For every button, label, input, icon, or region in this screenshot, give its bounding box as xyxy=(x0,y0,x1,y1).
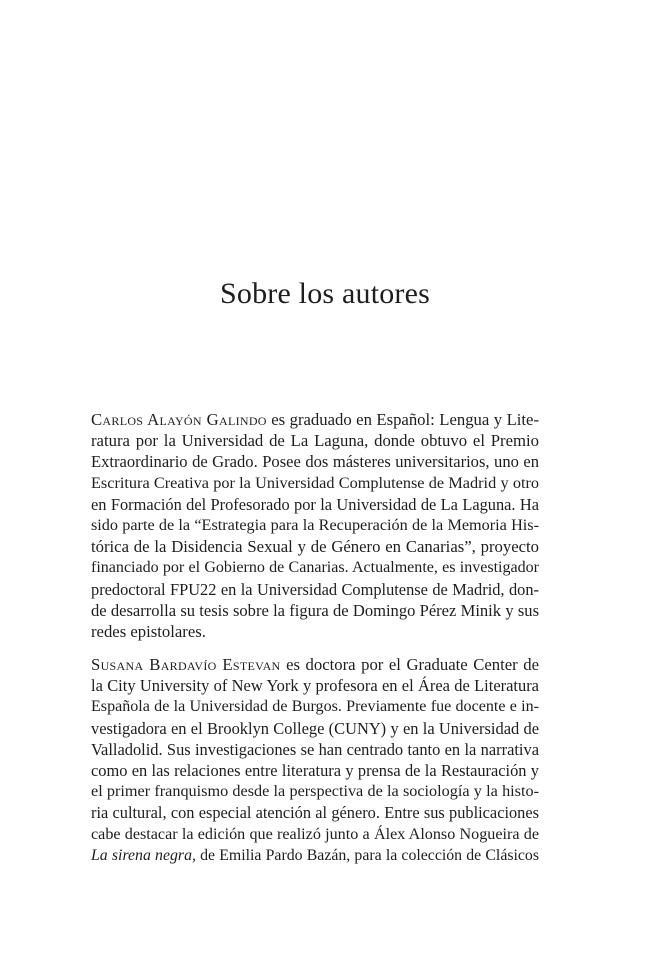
bio-line: ratura por la Universidad de La Laguna, donde obtuvo el Premio xyxy=(91,431,539,451)
bio-line: Extraordinario de Grado. Posee dos másteres universitarios, uno en xyxy=(91,452,539,472)
bio-line: Escritura Creativa por la Universidad Complutense de Madrid y otro xyxy=(91,473,539,492)
bio-line: de desarrolla su tesis sobre la figura de Domingo Pérez Minik y sus xyxy=(91,600,539,620)
bio-line: la City University of New York y profesora en el Área de Literatura xyxy=(91,676,539,696)
author-bio-1 xyxy=(91,409,539,642)
page-title: Sobre los autores xyxy=(219,277,431,310)
bio-line: financiado por el Gobierno de Canarias. Actualmente, es investigador xyxy=(91,559,539,577)
bio-line: Valladolid. Sus investigaciones se han centrado tanto en la narrativa xyxy=(91,739,539,759)
bio-line: vestigadora en el Brooklyn College (CUNY) y en la Universidad de xyxy=(91,718,539,738)
bio-line: en Formación del Profesorado por la Universidad de La Laguna. Ha xyxy=(91,494,539,514)
bio-line: tórica de la Disidencia Sexual y de Género en Canarias”, proyecto xyxy=(91,537,539,557)
bio-line: el primer franquismo desde la perspectiva de la sociología y la histo- xyxy=(91,782,539,801)
bio-line: ria cultural, con especial atención al género. Entre sus publicaciones xyxy=(91,803,539,823)
bio-line: sido parte de la “Estrategia para la Recuperación de la Memoria His- xyxy=(91,516,539,535)
book-title: La sirena negra, xyxy=(91,846,196,864)
bio-line: Española de la Universidad de Burgos. Previamente fue docente e in- xyxy=(91,698,539,716)
bio-line: como en las relaciones entre literatura y prensa de la Restauración y xyxy=(91,761,539,781)
bio-line: Susana Bardavío Estevan es doctora por el Graduate Center de xyxy=(91,655,539,674)
bio-line: cabe destacar la edición que realizó junto a Álex Alonso Nogueira de xyxy=(91,825,539,843)
bio-line: La sirena negra, de Emilia Pardo Bazán, para la colección de Clásicos xyxy=(91,846,540,864)
author-name: Susana Bardavío Estevan xyxy=(91,655,281,674)
author-bio-2 xyxy=(91,654,539,866)
bio-line: redes epistolares. xyxy=(91,622,206,642)
author-name: Carlos Alayón Galindo xyxy=(91,410,267,429)
bio-line: predoctoral FPU22 en la Universidad Complutense de Madrid, don- xyxy=(91,579,539,599)
bio-line: Carlos Alayón Galindo es graduado en Español: Lengua y Lite- xyxy=(91,410,540,429)
